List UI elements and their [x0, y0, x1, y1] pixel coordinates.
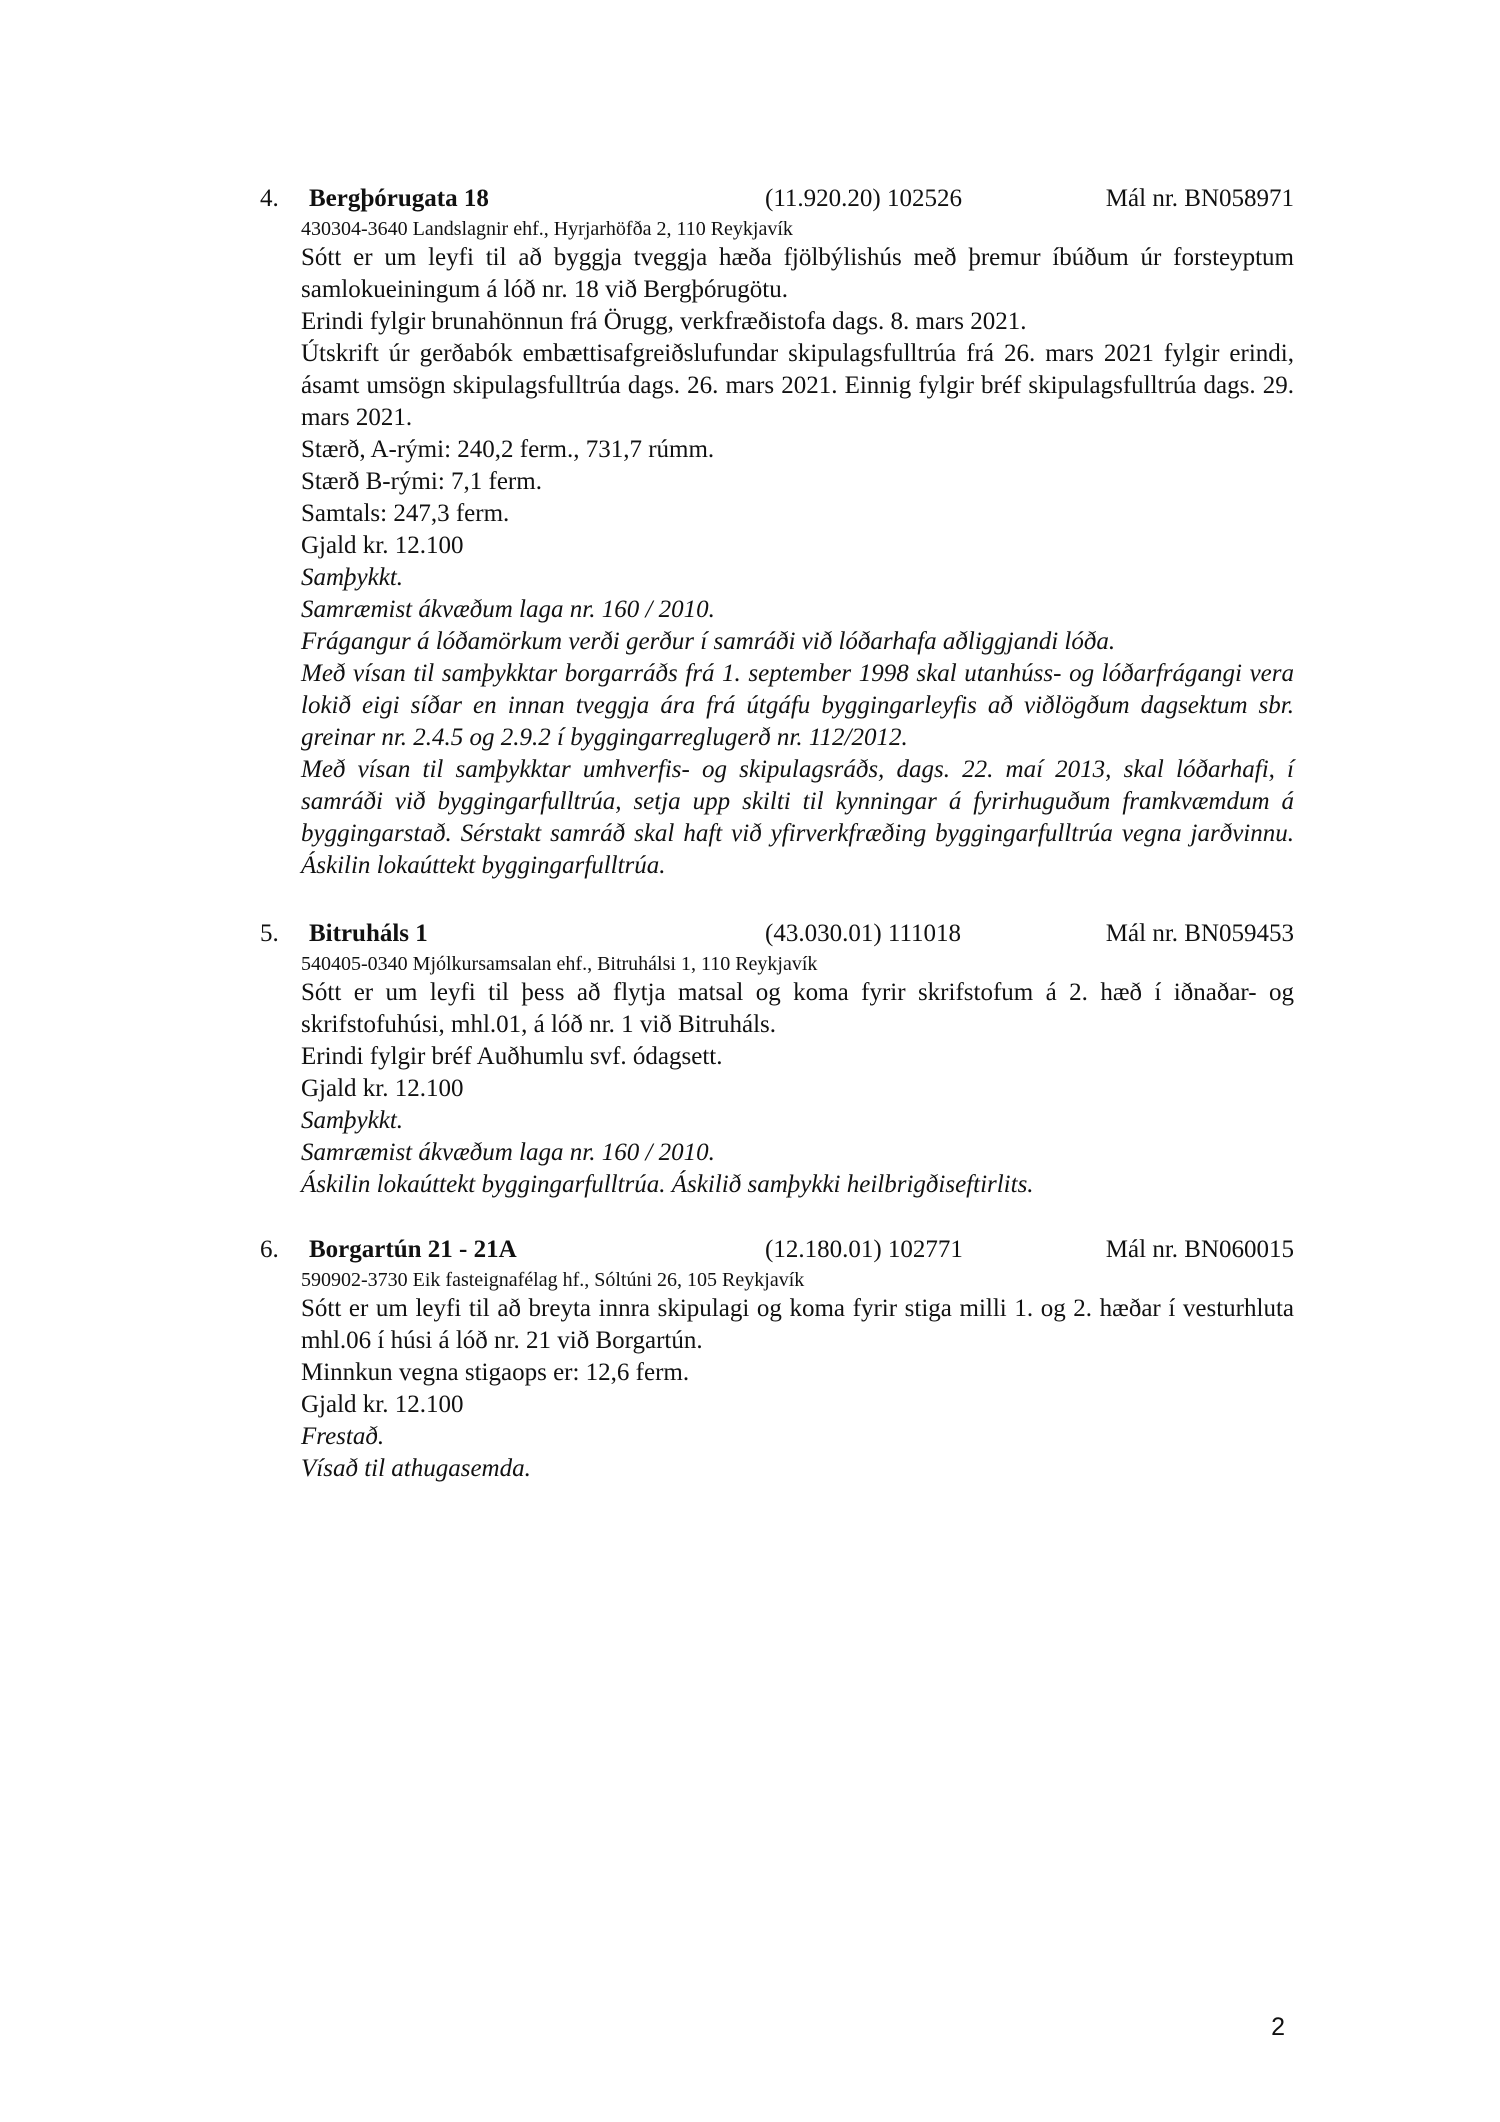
decision-note: Frágangur á lóðamörkum verði gerður í samráði við lóðarhafa aðliggjandi lóða.	[301, 628, 1116, 655]
decision-status: Samþykkt.	[301, 1107, 404, 1134]
case-body	[301, 1267, 1294, 1485]
fee: Gjald kr. 12.100	[301, 1075, 464, 1102]
size-reduction: Minnkun vegna stigaops er: 12,6 ferm.	[301, 1359, 690, 1386]
decision-status: Frestað.	[301, 1423, 385, 1450]
decision-note: Með vísan til samþykktar umhverfis- og skipulagsráðs, dags. 22. maí 2013, skal lóðarhafi, í samráði við byggingarfulltrúa, setja upp skilti til kynningar á fyrirhuguðum framkvæmdum á byggingarstað. Sérstakt samráð skal haft við yfirverkfræðing byggingarfulltrúa vegna jarðvinnu. Áskilin lokaúttekt byggingarfulltrúa.	[301, 756, 1294, 879]
application-text: Sótt er um leyfi til að breyta innra skipulagi og koma fyrir stiga milli 1. og 2. hæðar í vesturhluta mhl.06 í húsi á lóð nr. 21 við Borgartún.	[301, 1295, 1294, 1354]
case-item-5	[260, 917, 1294, 1201]
application-text: Sótt er um leyfi til þess að flytja matsal og koma fyrir skrifstofum á 2. hæð í iðnaðar- og skrifstofuhúsi, mhl.01, á lóð nr. 1 við Bitruháls.	[301, 979, 1294, 1038]
decision-note: Samræmist ákvæðum laga nr. 160 / 2010.	[301, 596, 715, 623]
decision-status: Samþykkt.	[301, 564, 404, 591]
fee: Gjald kr. 12.100	[301, 1391, 464, 1418]
case-number: 4.	[260, 185, 279, 212]
size-b-space: Stærð B-rými: 7,1 ferm.	[301, 468, 542, 495]
applicant: 430304-3640 Landslagnir ehf., Hyrjarhöfða 2, 110 Reykjavík	[301, 218, 793, 240]
case-id: Mál nr. BN058971	[1105, 185, 1294, 212]
case-header	[260, 182, 1294, 216]
size-a-space: Stærð, A-rými: 240,2 ferm., 731,7 rúmm.	[301, 436, 715, 463]
attachment-note: Útskrift úr gerðabók embættisafgreiðslufundar skipulagsfulltrúa frá 26. mars 2021 fylgir erindi, ásamt umsögn skipulagsfulltrúa dags. 26. mars 2021. Einnig fylgir bréf skipulagsfulltrúa dags. 29. mars 2021.	[301, 340, 1294, 431]
decision-note: Samræmist ákvæðum laga nr. 160 / 2010.	[301, 1139, 715, 1166]
case-header	[260, 1233, 1294, 1267]
case-address: Bergþórugata 18	[309, 185, 489, 212]
case-body	[301, 951, 1294, 1201]
case-number: 6.	[260, 1236, 279, 1263]
case-id: Mál nr. BN059453	[1105, 920, 1294, 947]
case-item-4	[260, 182, 1294, 882]
application-text: Sótt er um leyfi til að byggja tveggja hæða fjölbýlishús með þremur íbúðum úr forsteyptum samlokueiningum á lóð nr. 18 við Bergþórugötu.	[301, 244, 1294, 303]
applicant: 590902-3730 Eik fasteignafélag hf., Sóltúni 26, 105 Reykjavík	[301, 1269, 805, 1291]
case-land-reference: (12.180.01) 102771	[765, 1236, 963, 1263]
case-land-reference: (11.920.20) 102526	[765, 185, 962, 212]
decision-note: Vísað til athugasemda.	[301, 1455, 531, 1482]
case-body	[301, 216, 1294, 882]
decision-note: Með vísan til samþykktar borgarráðs frá 1. september 1998 skal utanhúss- og lóðarfrágangi vera lokið eigi síðar en innan tveggja ára frá útgáfu byggingarleyfis að viðlögðum dagsektum sbr. greinar nr. 2.4.5 og 2.9.2 í byggingarreglugerð nr. 112/2012.	[301, 660, 1294, 751]
page-number: 2	[1271, 2013, 1285, 2041]
case-address: Borgartún 21 - 21A	[309, 1236, 517, 1263]
case-header	[260, 917, 1294, 951]
fee: Gjald kr. 12.100	[301, 532, 464, 559]
case-item-6	[260, 1233, 1294, 1485]
applicant: 540405-0340 Mjólkursamsalan ehf., Bitruhálsi 1, 110 Reykjavík	[301, 953, 818, 975]
case-number: 5.	[260, 920, 279, 947]
size-total: Samtals: 247,3 ferm.	[301, 500, 510, 527]
case-address: Bitruháls 1	[309, 920, 428, 947]
case-id: Mál nr. BN060015	[1105, 1236, 1294, 1263]
attachment-note: Erindi fylgir brunahönnun frá Örugg, verkfræðistofa dags. 8. mars 2021.	[301, 308, 1027, 335]
case-land-reference: (43.030.01) 111018	[765, 920, 962, 947]
decision-note: Áskilin lokaúttekt byggingarfulltrúa. Áskilið samþykki heilbrigðiseftirlits.	[301, 1171, 1034, 1198]
attachment-note: Erindi fylgir bréf Auðhumlu svf. ódagsett.	[301, 1043, 723, 1070]
